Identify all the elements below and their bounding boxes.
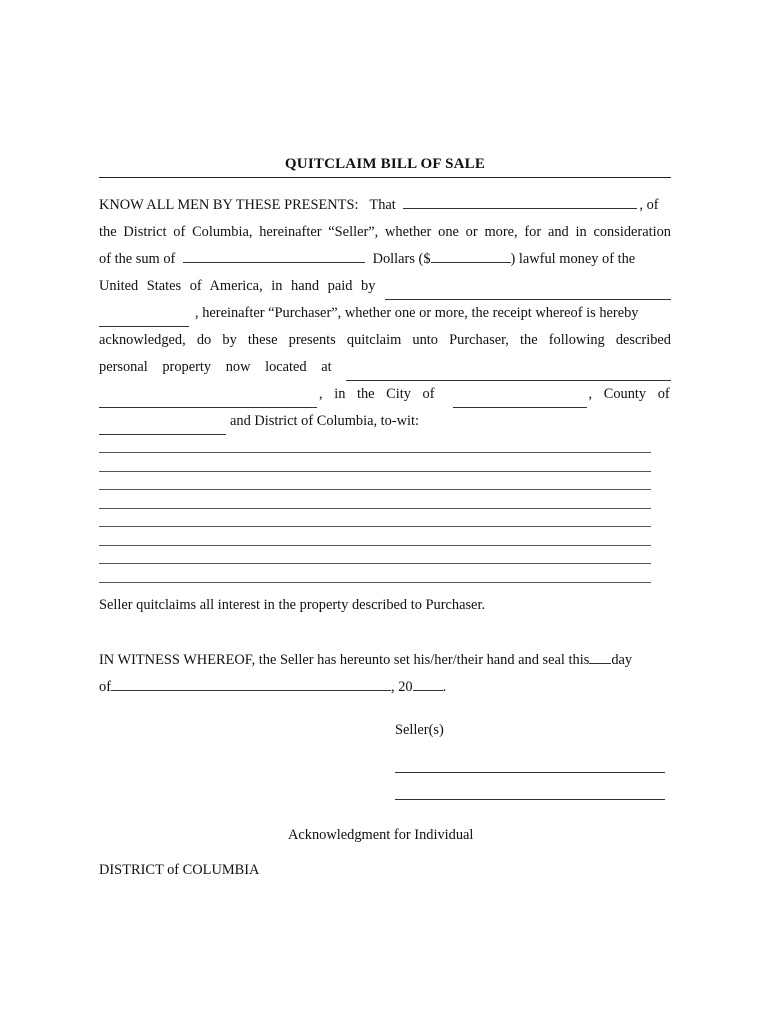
amount-numeric-field[interactable] — [431, 250, 511, 263]
para-line-1: KNOW ALL MEN BY THESE PRESENTS: That , of — [99, 197, 659, 213]
description-line[interactable] — [99, 452, 651, 471]
month-field[interactable] — [111, 678, 391, 691]
document-title: QUITCLAIM BILL OF SALE — [284, 156, 486, 172]
property-location-field-cont[interactable] — [99, 395, 317, 408]
day-field[interactable] — [589, 651, 611, 664]
description-line[interactable] — [99, 471, 651, 490]
para-line-9: and District of Columbia, to-wit: — [99, 408, 671, 435]
description-line[interactable] — [99, 508, 651, 527]
para-line-5: , hereinafter “Purchaser”, whether one or more, the receipt whereof is hereby — [99, 300, 671, 327]
seller-signature-line-2[interactable] — [395, 799, 665, 800]
seller-signature-line-1[interactable] — [395, 772, 665, 773]
quitclaim-statement: Seller quitclaims all interest in the property described to Purchaser. — [99, 597, 486, 613]
para-line-2: the District of Columbia, hereinafter “Seller”, whether one or more, for and in consideration — [99, 224, 671, 240]
acknowledgment-heading: Acknowledgment for Individual — [288, 827, 474, 843]
purchaser-name-field-cont[interactable] — [99, 314, 189, 327]
property-description-lines[interactable] — [99, 452, 651, 600]
city-field[interactable] — [453, 395, 587, 408]
seller-name-field[interactable] — [403, 196, 637, 209]
para-line-7: personal property now located at — [99, 354, 671, 381]
witness-line-2: of , 20 . — [99, 679, 447, 695]
para-line-3: of the sum of Dollars ($ ) lawful money of the — [99, 251, 636, 267]
title-underline — [99, 177, 671, 178]
purchaser-name-field[interactable] — [385, 287, 671, 300]
jurisdiction-label: DISTRICT of COLUMBIA — [99, 862, 260, 878]
description-line[interactable] — [99, 545, 651, 564]
para-line-4: United States of America, in hand paid by — [99, 273, 671, 300]
property-location-field[interactable] — [346, 368, 671, 381]
amount-words-field[interactable] — [183, 250, 365, 263]
para-line-8: , in the City of , County of — [99, 381, 671, 408]
year-field[interactable] — [413, 678, 443, 691]
description-line[interactable] — [99, 526, 651, 545]
witness-line-1: IN WITNESS WHEREOF, the Seller has hereunto set his/her/their hand and seal this day — [99, 652, 633, 668]
description-line[interactable] — [99, 563, 651, 582]
para-line-6: acknowledged, do by these presents quitclaim unto Purchaser, the following described — [99, 332, 671, 348]
description-line[interactable] — [99, 489, 651, 508]
county-field[interactable] — [99, 422, 226, 435]
conveyance-paragraph — [99, 192, 671, 435]
sellers-label: Seller(s) — [395, 722, 444, 738]
